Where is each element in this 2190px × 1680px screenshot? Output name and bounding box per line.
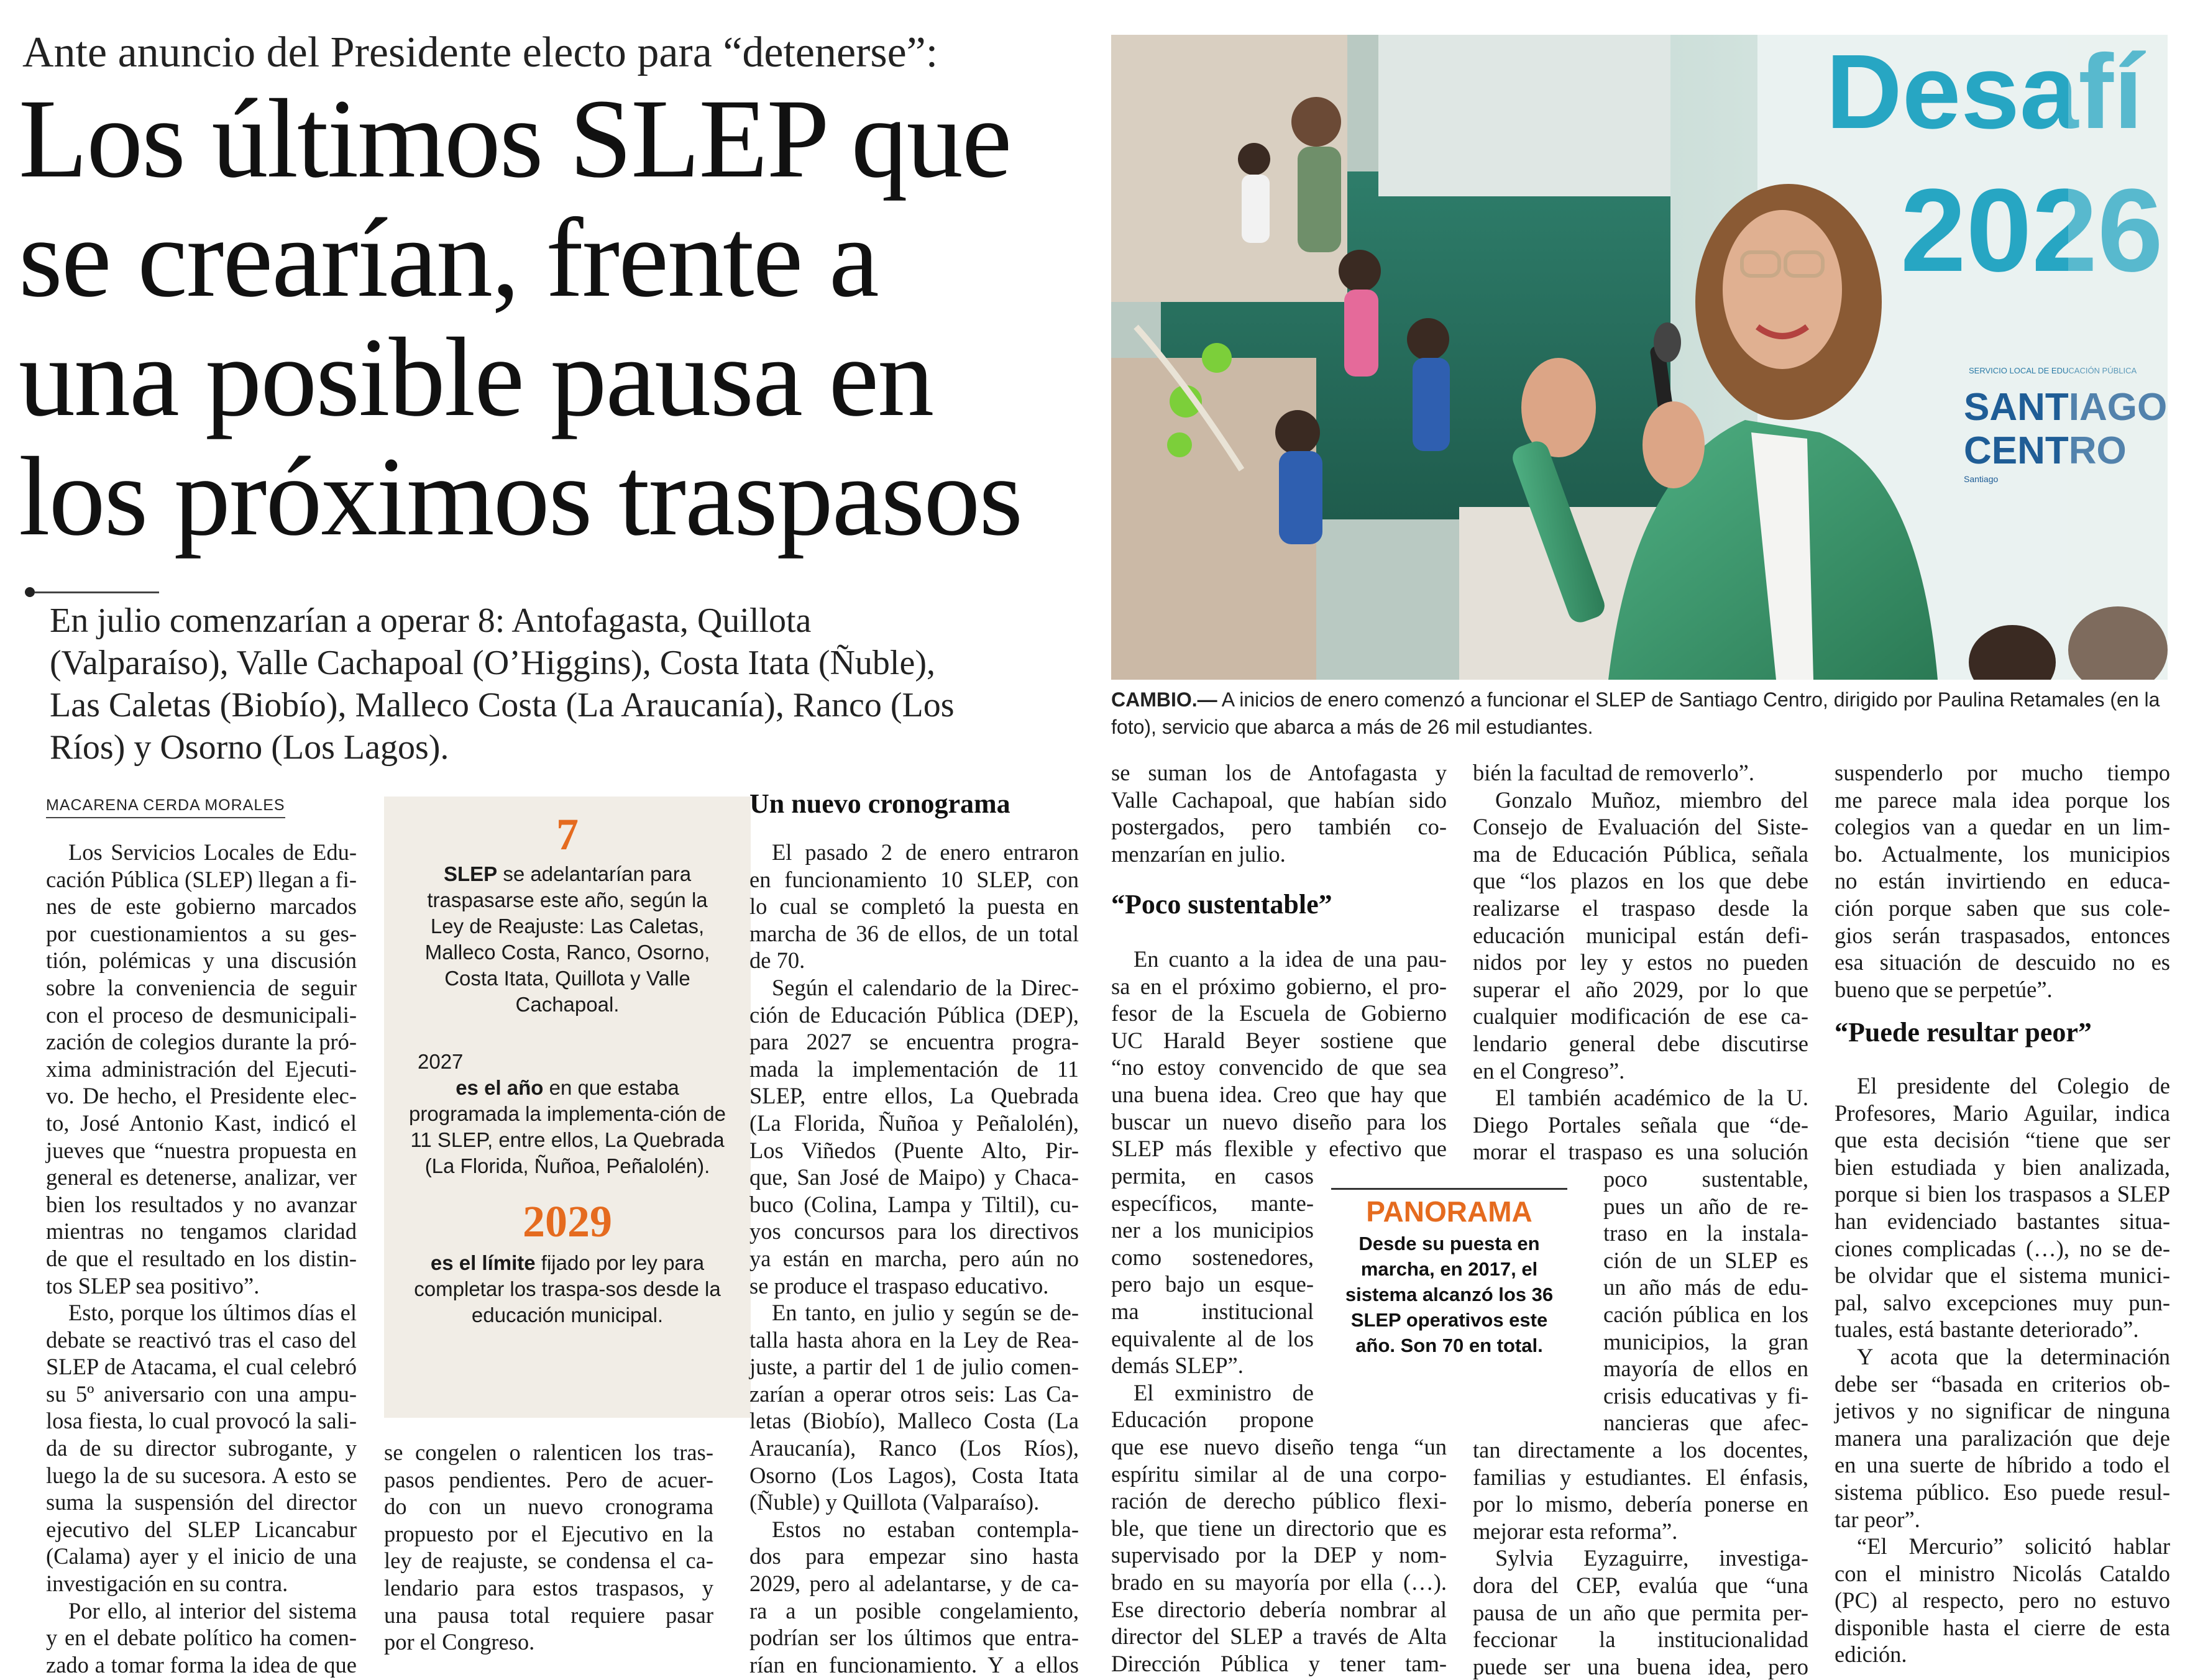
text-line: zarían a operar otros seis: Las Ca- [749,1381,1079,1407]
column-5-narrow [1603,1166,1808,1436]
text-line: ración de derecho público flexi- [1111,1488,1447,1514]
text-line: buscar un nuevo diseño para los [1111,1108,1447,1134]
text-line: puede ser una buena idea, pero [1473,1653,1808,1679]
text-line: director del SLEP a través de Alta [1111,1623,1447,1650]
stat-desc: fijado por ley para completar los traspa-sos desde la educación municipal. [414,1251,721,1326]
text-line: de que el resultado en los distin- [46,1245,357,1271]
text-line: Araucanía), Ranco (Los Ríos), [749,1435,1079,1461]
deck-line: Ríos) y Osorno (Los Lagos). [50,728,449,767]
text-line: feccionar la institucionalidad [1473,1627,1808,1653]
text-line: mayoría de ellos en [1603,1356,1808,1382]
column-4-narrow [1111,1162,1314,1433]
text-line: ma de Educación Pública, señala [1473,841,1808,867]
text-line: dos para empezar sino hasta [749,1543,1079,1569]
text-line: suspenderlo por mucho tiempo [1835,760,2170,785]
text-line: pausa de un año que permita per- [1473,1599,1808,1625]
text-line: juste, a partir del 1 de julio comen- [749,1354,1079,1380]
text-line: Sylvia Eyzaguirre, investiga- [1495,1545,1808,1571]
text-line: lendario general debe discutirse [1473,1030,1808,1056]
text-line: postergados, pero también co- [1111,814,1447,840]
text-line: han evidenciado bastantes situa- [1835,1208,2170,1234]
text-line: Osorno (Los Lagos), Costa Itata [749,1462,1079,1488]
text-line: disponible hasta el cierre de esta [1835,1614,2170,1640]
text-line: Los Servicios Locales de Edu- [68,839,357,865]
text-line: no están invirtiendo en educa- [1835,868,2170,894]
caption-text: A inicios de enero comenzó a funcionar el SLEP de Santiago Centro, dirigido por Paulina Retamales (en la foto), servicio que abarca a más de 26 mil estudiantes. [1111,688,2160,738]
text-line: y en el debate político ha comen- [46,1625,357,1651]
text-line: nidos por ley y estos no pueden [1473,949,1808,975]
stat-bold: es el límite [430,1251,536,1274]
text-line: bién la facultad de removerlo”. [1473,760,1754,785]
text-line: (PC) al respecto, pero no estuvo [1835,1587,2170,1614]
text-line: ejecutivo del SLEP Licancabur [46,1516,357,1542]
text-line: mejorar esta reforma”. [1473,1518,1678,1544]
text-line: educación municipal están defi- [1473,922,1808,948]
text-line: lendario para estos traspasos, y [384,1574,713,1600]
column-4-top [1111,759,1447,867]
text-line: SLEP, entre ellos, La Quebrada [749,1083,1079,1109]
text-line: cación pública en los [1603,1301,1808,1327]
text-line: por el Congreso. [384,1629,535,1655]
stats-sidebar [384,797,751,1418]
text-line: En tanto, en julio y según se de- [772,1300,1079,1326]
section-subhead: “Puede resultar peor” [1835,1017,2092,1048]
stat-text [409,1250,726,1328]
text-line: letas (Biobío), Malleco Costa (La [749,1408,1079,1434]
text-line: general es detenerse, analizar, ver [46,1164,357,1190]
text-line: como sostenedores, [1111,1244,1314,1270]
text-line: ble, que tiene un directorio que es [1111,1515,1447,1541]
headline-line: Los últimos SLEP que [19,76,1011,201]
text-line: manera una paralización que deje [1835,1425,2170,1451]
text-line: se produce el traspaso educativo. [749,1272,1049,1299]
deck [50,600,1081,769]
text-line: luego la de su sucesora. A esto se [46,1462,357,1488]
banner-brand: SANTIAGO [1964,386,2168,429]
text-line: (Ñuble) y Quillota (Valparaíso). [749,1489,1040,1515]
text-line: losa fiesta, lo cual provocó la sali- [46,1408,357,1434]
headline [19,76,1100,559]
text-line: SLEP más flexible y efectivo que [1111,1136,1447,1162]
text-line: 2029, pero al adelantarse, y de ca- [749,1571,1079,1597]
deck-line: (Valparaíso), Valle Cachapoal (O’Higgins), Costa Itata (Ñuble), [50,644,935,682]
text-line: (La Florida, Ñuñoa y Peñalolén), [749,1110,1079,1136]
text-line: El exministro de [1134,1379,1314,1405]
text-line: brado en su mayoría por ella (…). [1111,1569,1447,1595]
text-line: con el proceso de desmunicipali- [46,1002,357,1028]
photo-illustration [1111,35,2168,680]
banner-brand: CENTRO [1964,429,2127,472]
text-line: debate se reactivó tras el caso del [46,1326,357,1353]
text-line: zación de colegios durante la pró- [46,1029,357,1055]
text-line: Diego Portales señala que “de- [1473,1112,1808,1138]
text-line: tos SLEP sea positivo”. [46,1272,260,1299]
text-line: supervisado por la DEP y nom- [1111,1542,1447,1568]
text-line: ra a un posible congelamiento, [749,1597,1079,1623]
text-line: ya están en marcha, pero aún no [749,1245,1079,1271]
text-line: suma la suspensión del director [46,1489,357,1515]
text-line: por lo mismo, debería ponerse en [1473,1491,1808,1517]
panorama-rule [1331,1188,1567,1190]
text-line: zado a tomar forma la idea de que [46,1651,357,1678]
text-line: ción de un SLEP es [1603,1247,1808,1273]
column-5-bottom [1473,1436,1808,1680]
text-line: que, San José de Maipo) y Chaca- [749,1164,1079,1190]
text-line: Los Viñedos (Puente Alto, Pir- [749,1137,1079,1163]
text-line: tar peor”. [1835,1506,1920,1532]
text-line: El pasado 2 de enero entraron [772,839,1079,865]
text-line: jueves que “nuestra propuesta en [46,1137,357,1163]
text-line: con el ministro Nicolás Cataldo [1835,1560,2170,1586]
byline: MACARENA CERDA MORALES [46,797,285,818]
text-line: mientras no tengamos claridad [46,1218,357,1244]
panorama-title: PANORAMA [1366,1195,1533,1228]
text-line: Profesores, Mario Aguilar, indica [1835,1100,2170,1126]
stat-text [409,1075,726,1179]
text-line: cación Pública (SLEP) llegan a fi- [46,866,357,892]
text-line: Gonzalo Muñoz, miembro del [1495,787,1808,813]
news-photo [1111,35,2168,680]
text-line: pasos pendientes. Pero de acuer- [384,1466,713,1492]
text-line: “El Mercurio” solicitó hablar [1857,1533,2170,1559]
text-line: lo cual se completó la puesta en [749,893,1079,920]
headline-line: los próximos traspasos [19,434,1022,559]
text-line: permita, en casos [1111,1163,1314,1189]
photo-caption [1111,686,2168,741]
text-line: cualquier modificación de ese ca- [1473,1003,1808,1029]
text-line: SLEP de Atacama, el cual celebró [46,1354,357,1380]
text-line: Y acota que la determinación [1857,1343,2170,1369]
text-line: crisis educativas y fi- [1603,1382,1808,1408]
text-line: menzarían en julio. [1111,841,1286,867]
banner-brand-small: Santiago [1964,474,1999,484]
text-line: ma institucional [1111,1298,1314,1324]
text-line: edición. [1835,1641,1907,1668]
text-line: que ese nuevo diseño tenga “un [1111,1434,1447,1459]
text-line: En cuanto a la idea de una pau- [1134,946,1447,972]
panorama-text: Desde su puesta en marcha, en 2017, el sistema alcanzó los 36 SLEP operativos este año. Son 70 en total. [1345,1233,1554,1356]
column-5 [1473,759,1808,1166]
stat-desc: se adelantarían para traspasarse este año, según la Ley de Reajuste: Las Caletas, Malleco Costa, Ranco, Osorno, Costa Itata, Quillota y Valle Cachapoal. [424,862,710,1016]
text-line: espíritu similar al de una corpo- [1111,1461,1447,1487]
stat-number: 2029 [523,1197,612,1246]
text-line: pues un año de re- [1603,1193,1808,1219]
text-line: podrían ser los últimos que entra- [749,1625,1079,1651]
text-line: da de su director subrogante, y [46,1435,357,1461]
text-line: porque si bien los traspasos a SLEP [1835,1181,2170,1207]
text-line: be olvidar que el sistema munici- [1835,1262,2170,1289]
text-line: mada la implementación de 11 [749,1056,1079,1082]
stat-bold: es el año [456,1076,544,1099]
text-line: tión, polémicas y una discusión [46,947,357,974]
stat-number: 7 [556,810,579,859]
text-line: se congelen o ralenticen los tras- [384,1440,713,1465]
text-line: su 5º aniversario con una ampu- [46,1381,357,1407]
column-2 [384,1439,713,1656]
text-line: Esto, porque los últimos días el [68,1300,357,1326]
column-1 [46,839,357,1678]
text-line: en el Congreso”. [1473,1057,1625,1084]
text-line: propuesto por el Ejecutivo en la [384,1520,713,1546]
kicker: Ante anuncio del Presidente electo para “detenerse”: [22,29,938,76]
text-line: ciones complicadas (…), no se de- [1835,1235,2170,1261]
text-line: una buena idea. Creo que hay que [1111,1081,1447,1107]
text-line: una pausa total requiere pasar [384,1602,713,1628]
text-line: Valle Cachapoal, que habían sido [1111,787,1447,813]
text-line: nancieras que afec- [1603,1410,1808,1436]
stat-text [409,861,726,1018]
text-line: pero bajo un esque- [1111,1271,1314,1297]
text-line: xima administración del Ejecuti- [46,1056,357,1082]
column-4-bottom [1111,1433,1447,1677]
text-line: sobre la conveniencia de seguir [46,974,357,1000]
text-line: vo. De hecho, el Presidente elec- [46,1083,357,1109]
caption-label: CAMBIO.— [1111,688,1217,711]
text-line: yos concursos para los directivos [749,1218,1079,1244]
text-line: bien los resultados y no avanzar [46,1191,357,1217]
text-line: para 2027 se encuentra progra- [749,1029,1079,1055]
text-line: municipios, la gran [1603,1328,1808,1354]
text-line: Ese directorio debería nombrar al [1111,1596,1447,1622]
text-line: El también académico de la U. [1495,1085,1808,1111]
text-line: pal, salvo excepciones muy pun- [1835,1289,2170,1315]
text-line: demás SLEP”. [1111,1353,1244,1379]
text-line: buco (Colina, Lampa y Tiltil), cu- [749,1191,1079,1217]
deck-rule-dot [25,587,35,597]
text-line: nes de este gobierno marcados [46,893,357,920]
text-line: marcha de 36 de ellos, de un total [749,920,1079,946]
text-line: Según el calendario de la Direc- [772,974,1079,1000]
text-line: debe ser “basada en criterios ob- [1835,1371,2170,1397]
stat-desc: en que estaba programada la implementa-ción de 11 SLEP, entre ellos, La Quebrada (La Florida, Ñuñoa, Peñalolén). [409,1076,726,1177]
text-line: que “los plazos en los que debe [1473,868,1808,894]
section-subhead: “Poco sustentable” [1111,889,1332,920]
text-line: familias y estudiantes. El énfasis, [1473,1464,1808,1490]
headline-line: se crearían, frente a [19,196,878,321]
text-line: Educación propone [1111,1407,1314,1433]
stat-bold: SLEP [443,862,498,885]
text-line: rían en funcionamiento. Y a ellos [749,1651,1079,1678]
text-line: se suman los de Antofagasta y [1111,760,1447,785]
deck-line: Las Caletas (Biobío), Malleco Costa (La Araucanía), Ranco (Los [50,686,955,724]
text-line: dora del CEP, evalúa que “una [1473,1572,1808,1598]
text-line: bien estudiada y bien analizada, [1835,1154,2170,1180]
text-line: Dirección Pública y tener tam- [1111,1650,1447,1676]
text-line: esa situación de descuido no es [1835,949,2170,975]
text-line: bo. Actualmente, los municipios [1835,841,2170,867]
text-line: me parece mala idea porque los [1835,787,2170,813]
text-line: “no estoy convencido de que sea [1111,1054,1447,1080]
column-6-top [1835,759,2170,1003]
text-line: ley de reajuste, se condensa el ca- [384,1548,713,1574]
text-line: en una suerte de híbrido a todo el [1835,1452,2170,1478]
text-line: en funcionamiento 10 SLEP, con [749,866,1079,892]
text-line: investigación en su contra. [46,1571,288,1597]
text-line: superar el año 2029, por lo que [1473,976,1808,1002]
text-line: morar el traspaso es una solución [1473,1139,1808,1165]
text-line: traso en la instala- [1603,1220,1808,1246]
text-line: realizarse el traspaso desde la [1473,895,1808,921]
text-line: un año más de edu- [1603,1274,1808,1300]
text-line: do con un nuevo cronograma [384,1494,713,1520]
text-line: equivalente al de los [1111,1325,1314,1351]
text-line: de 70. [749,947,805,974]
text-line: ción de Educación Pública (DEP), [749,1002,1079,1028]
text-line: Estos no estaban contempla- [772,1516,1079,1542]
text-line: que esta decisión “tiene que ser [1835,1127,2170,1153]
text-line: tuales, está bastante deteriorado”. [1835,1317,2139,1343]
text-line: colegios van a quedar en un lim- [1835,814,2170,840]
text-line: tan directamente a los docentes, [1473,1437,1808,1463]
deck-line: En julio comenzarían a operar 8: Antofagasta, Quillota [50,601,812,640]
text-line: Consejo de Evaluación del Siste- [1473,814,1808,840]
text-line: gios serán traspasados, entonces [1835,922,2170,948]
text-line: fesor de la Escuela de Gobierno [1111,1000,1447,1026]
text-line: específicos, mante- [1111,1190,1314,1216]
text-line: sa en el próximo gobierno, el pro- [1111,973,1447,999]
text-line: por cuestionamientos a su ges- [46,920,357,946]
text-line: (Calama) ayer y el inicio de una [46,1543,357,1569]
banner-small: SERVICIO LOCAL DE EDUCACIÓN PÚBLICA [1969,366,2137,375]
text-line: ción porque saben que sus cole- [1835,895,2170,921]
text-line: talla hasta ahora en la Ley de Rea- [749,1326,1079,1353]
text-line: El presidente del Colegio de [1857,1073,2170,1098]
deck-rule [35,591,159,593]
text-line: bueno que se perpetúe”. [1835,976,2053,1002]
headline-line: una posible pausa en [19,315,933,440]
section-subhead: Un nuevo cronograma [749,788,1010,819]
text-line: UC Harald Beyer sostiene que [1111,1027,1447,1053]
text-line: sistema público. Eso puede resul- [1835,1479,2170,1505]
text-line: to, José Antonio Kast, indicó el [46,1110,357,1136]
column-6 [1835,1072,2170,1668]
text-line: jetivos y no significar de ninguna [1835,1398,2170,1424]
banner-text: Desafí [1826,35,2143,151]
text-line: Por ello, al interior del sistema [68,1597,357,1623]
banner-year: 2026 [1900,165,2163,296]
stat-number-small: 2027 [418,1050,464,1073]
text-line: poco sustentable, [1603,1166,1808,1192]
column-4 [1111,946,1447,1162]
panorama-box [1325,1188,1574,1358]
text-line: ner a los municipios [1111,1217,1314,1243]
column-3 [749,839,1079,1678]
